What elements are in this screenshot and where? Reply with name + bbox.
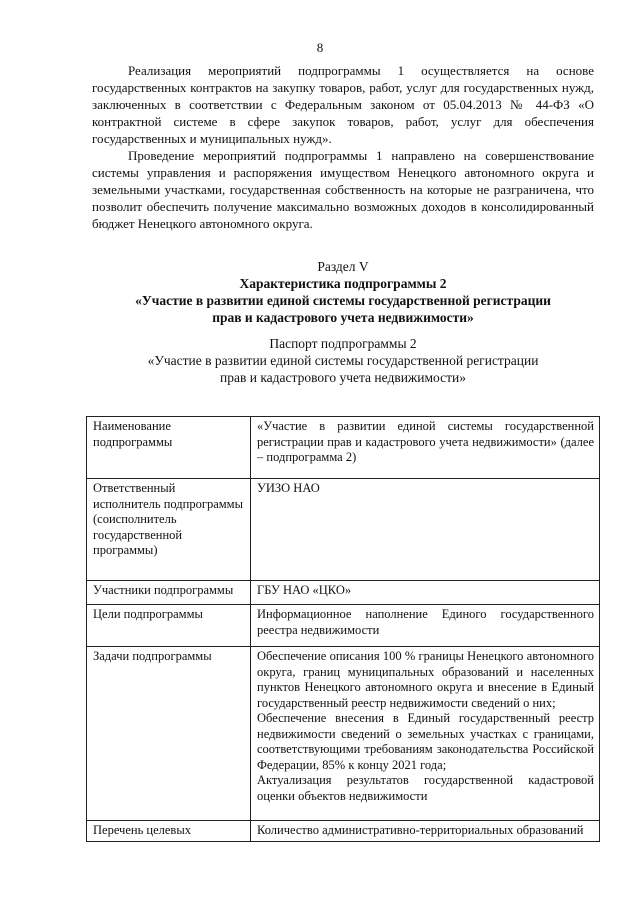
body-text [92,62,594,232]
row-label-participants: Участники подпрограммы [87,581,251,605]
table-row [87,647,600,821]
task-item: Обеспечение внесения в Единый государственный реестр недвижимости сведений о земельных участках с границами, соответствующими требованиям законодательства Российской Федерации, 85% к концу 2021 года; [257,711,594,772]
row-value-text: Количество административно-территориальных образований [257,823,584,837]
paragraph-1: Реализация мероприятий подпрограммы 1 осуществляется на основе государственных контрактов на закупку товаров, работ, услуг для государственных нужд, заключенных в соответствии с Федеральным законом от 05.04.2013 № 44-ФЗ «О контрактной системе в сфере закупок товаров, работ, услуг для обеспечения государственных и муниципальных нужд». [92,63,594,146]
passport-table [86,416,600,842]
section-heading [92,258,594,326]
row-value-tasks [251,647,600,821]
passport-heading [92,335,594,386]
row-value-participants [251,581,600,605]
paragraph-2: Проведение мероприятий подпрограммы 1 направлено на совершенствование системы управления и распоряжения имуществом Ненецкого автономного округа и земельными участками, государственная собственность на которые не разграничена, что позволит обеспечить получение максимально возможных доходов в консолидированный бюджет Ненецкого автономного округа. [92,148,594,231]
row-value-text: Информационное наполнение Единого государственного реестра недвижимости [257,607,594,637]
table-row [87,581,600,605]
section-title-line-1: Характеристика подпрограммы 2 [239,276,447,291]
table-row [87,605,600,647]
row-value-text: ГБУ НАО «ЦКО» [257,583,352,597]
row-label-executor: Ответственный исполнитель подпрограммы (соисполнитель государственной программы) [87,479,251,581]
row-value-executor [251,479,600,581]
task-item: Актуализация результатов государственной кадастровой оценки объектов недвижимости [257,773,594,803]
table-row [87,417,600,479]
passport-subtitle-line-1: «Участие в развитии единой системы государственной регистрации [147,353,539,368]
row-value-text: «Участие в развитии единой системы государственной регистрации прав и кадастрового учета недвижимости» (далее – подпрограмма 2) [257,419,594,464]
passport-title: Паспорт подпрограммы 2 [269,336,417,351]
table-row [87,821,600,842]
table-row [87,479,600,581]
row-label-goals: Цели подпрограммы [87,605,251,647]
passport-subtitle-line-2: прав и кадастрового учета недвижимости» [220,370,466,385]
row-label-tasks: Задачи подпрограммы [87,647,251,821]
row-value-name [251,417,600,479]
section-label: Раздел V [317,259,369,274]
row-label-indicators: Перечень целевых [87,821,251,842]
row-value-goals [251,605,600,647]
section-title-line-2: «Участие в развитии единой системы государственной регистрации [135,293,551,308]
page-number: 8 [316,40,324,55]
row-value-text: УИЗО НАО [257,481,320,495]
row-value-indicators [251,821,600,842]
section-title-line-3: прав и кадастрового учета недвижимости» [212,310,474,325]
row-label-name: Наименование подпрограммы [87,417,251,479]
task-item: Обеспечение описания 100 % границы Ненецкого автономного округа, границ муниципальных образований и населенных пунктов Ненецкого автономного округа и внесение в Единый государственный реестр недвижимости сведений о них; [257,649,594,710]
